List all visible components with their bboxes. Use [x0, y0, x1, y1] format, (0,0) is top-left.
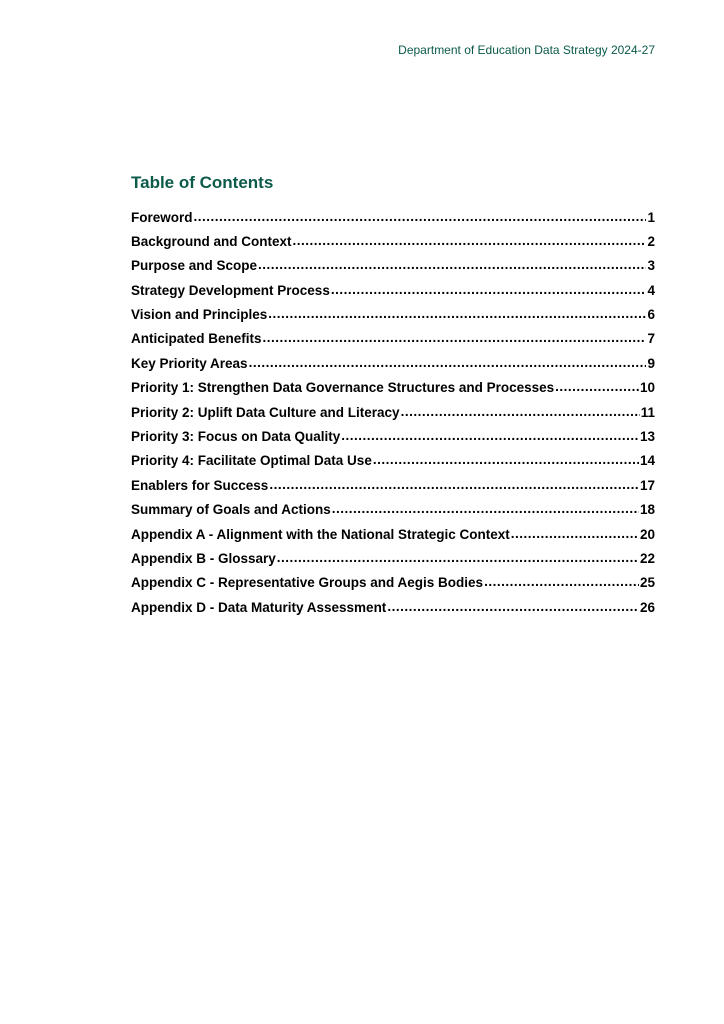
toc-title: Table of Contents [131, 173, 274, 192]
toc-entry-title: Priority 1: Strengthen Data Governance Structures and Processes [131, 380, 555, 396]
toc-dot-leader [511, 525, 639, 539]
toc-entry[interactable] [131, 208, 655, 232]
toc-page-number: 14 [639, 453, 655, 469]
toc-entry[interactable] [131, 549, 655, 573]
toc-entry-title: Appendix A - Alignment with the National Strategic Context [131, 526, 510, 542]
toc-entry[interactable] [131, 574, 655, 598]
toc-dot-leader [269, 476, 639, 490]
toc-entry-title: Appendix D - Data Maturity Assessment [131, 599, 387, 615]
toc-page-number: 9 [647, 355, 655, 371]
toc-page-number: 11 [640, 404, 655, 420]
toc-entry-title: Appendix C - Representative Groups and Aegis Bodies [131, 575, 484, 591]
toc-entry-title: Priority 4: Facilitate Optimal Data Use [131, 453, 372, 469]
toc-dot-leader [258, 257, 646, 271]
toc-entry[interactable] [131, 525, 655, 549]
toc-page-number: 25 [639, 575, 655, 591]
toc-page-number: 26 [639, 599, 655, 615]
toc-dot-leader [268, 306, 646, 320]
toc-dot-leader [194, 208, 647, 222]
toc-dot-leader [555, 379, 639, 393]
toc-page-number: 10 [639, 380, 655, 396]
toc-dot-leader [401, 403, 640, 417]
toc-page-number: 17 [639, 477, 655, 493]
toc-entry-title: Foreword [131, 209, 193, 225]
toc-entry[interactable] [131, 598, 655, 622]
toc-list [131, 208, 655, 623]
toc-dot-leader [293, 232, 647, 246]
toc-dot-leader [277, 549, 639, 563]
toc-dot-leader [332, 501, 639, 515]
toc-dot-leader [387, 598, 639, 612]
toc-entry-title: Enablers for Success [131, 477, 269, 493]
toc-entry-title: Anticipated Benefits [131, 331, 262, 347]
toc-entry[interactable] [131, 232, 655, 256]
toc-page-number: 1 [647, 209, 655, 225]
toc-entry[interactable] [131, 306, 655, 330]
toc-dot-leader [341, 428, 639, 442]
toc-entry[interactable] [131, 257, 655, 281]
toc-dot-leader [484, 574, 639, 588]
toc-dot-leader [263, 330, 647, 344]
toc-page-number: 7 [647, 331, 655, 347]
toc-page-number: 22 [639, 550, 655, 566]
toc-entry[interactable] [131, 281, 655, 305]
toc-page-number: 13 [639, 429, 655, 445]
toc-dot-leader [373, 452, 639, 466]
running-header: Department of Education Data Strategy 2024-27 [398, 43, 655, 57]
toc-page-number: 4 [647, 282, 655, 298]
toc-entry[interactable] [131, 476, 655, 500]
toc-entry-title: Background and Context [131, 233, 292, 249]
toc-page-number: 2 [647, 233, 655, 249]
toc-entry[interactable] [131, 330, 655, 354]
toc-page-number: 6 [647, 307, 655, 323]
toc-entry[interactable] [131, 403, 655, 427]
toc-entry[interactable] [131, 452, 655, 476]
toc-entry-title: Summary of Goals and Actions [131, 502, 331, 518]
toc-dot-leader [249, 354, 647, 368]
toc-entry-title: Strategy Development Process [131, 282, 330, 298]
toc-entry-title: Vision and Principles [131, 307, 268, 323]
toc-entry[interactable] [131, 428, 655, 452]
toc-entry-title: Appendix B - Glossary [131, 550, 276, 566]
toc-entry[interactable] [131, 501, 655, 525]
toc-page-number: 18 [639, 502, 655, 518]
toc-entry-title: Priority 2: Uplift Data Culture and Literacy [131, 404, 400, 420]
table-of-contents [131, 172, 655, 623]
toc-entry-title: Priority 3: Focus on Data Quality [131, 429, 341, 445]
toc-entry[interactable] [131, 354, 655, 378]
toc-entry[interactable] [131, 379, 655, 403]
toc-entry-title: Key Priority Areas [131, 355, 248, 371]
toc-page-number: 20 [639, 526, 655, 542]
toc-page-number: 3 [647, 258, 655, 274]
toc-dot-leader [331, 281, 647, 295]
toc-entry-title: Purpose and Scope [131, 258, 258, 274]
